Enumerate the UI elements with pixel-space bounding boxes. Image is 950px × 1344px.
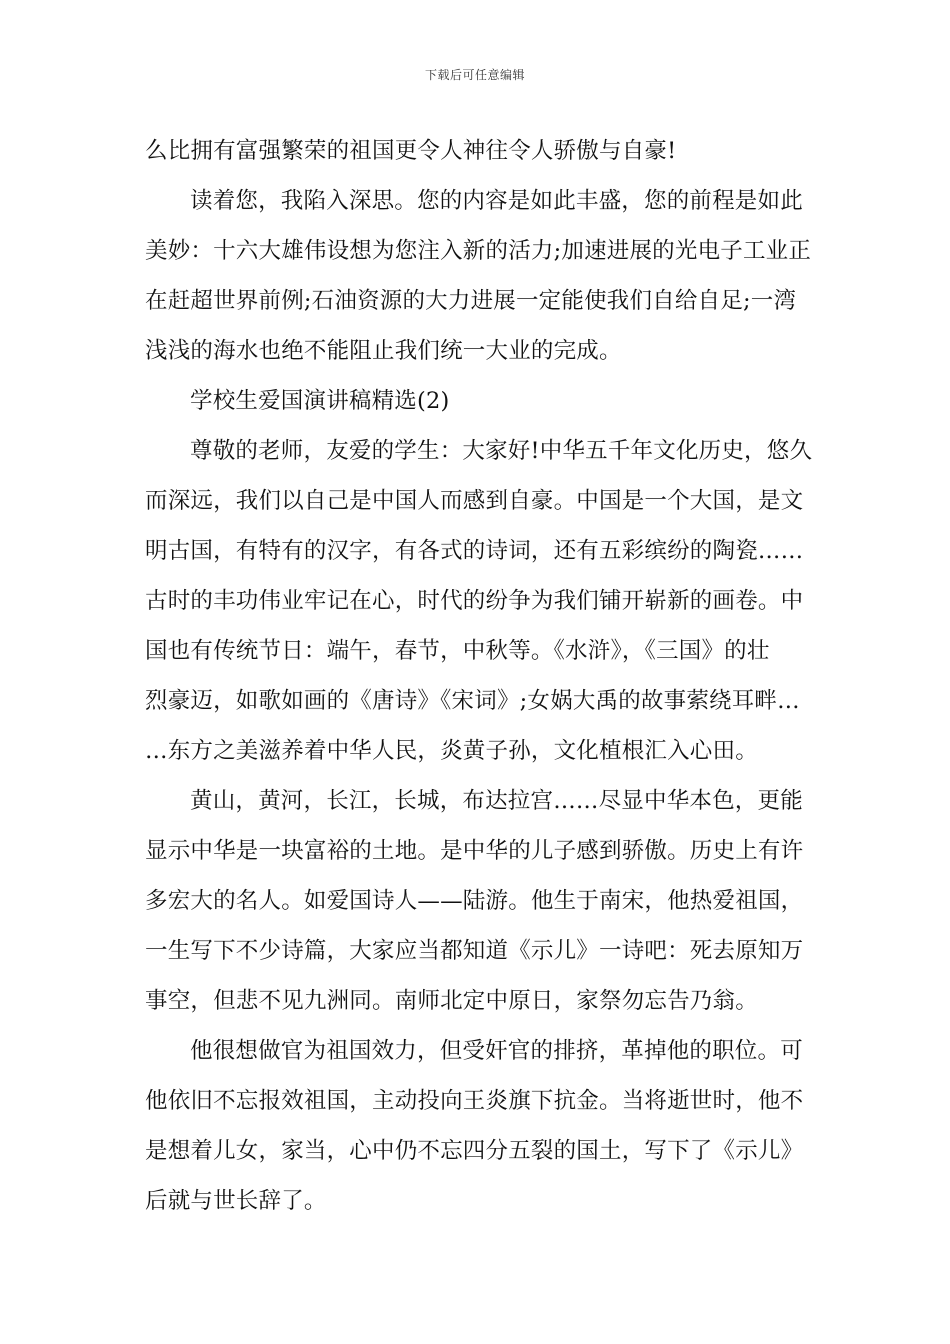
text-line: 古时的丰功伟业牢记在心，时代的纷争为我们铺开崭新的画卷。中 [145, 588, 804, 614]
document-body [145, 126, 813, 1226]
text-line: 美妙：十六大雄伟设想为您注入新的活力;加速进展的光电子工业正 [145, 238, 812, 264]
section-heading [145, 376, 807, 426]
text-line: 烈豪迈，如歌如画的《唐诗》《宋词》;女娲大禹的故事萦绕耳畔… [145, 688, 800, 714]
page-header: 下载后可任意编辑 [424, 68, 525, 82]
text-line: 黄山，黄河，长江，长城，布达拉宫……尽显中华本色，更能 [190, 788, 803, 814]
text-line: 多宏大的名人。如爱国诗人——陆游。他生于南宋，他热爱祖国， [145, 888, 804, 914]
text-line: 而深远，我们以自己是中国人而感到自豪。中国是一个大国，是文 [145, 488, 804, 514]
text-line: 明古国，有特有的汉字，有各式的诗词，还有五彩缤纷的陶瓷…… [145, 538, 804, 564]
text-line: …东方之美滋养着中华人民，炎黄子孙，文化植根汇入心田。 [145, 738, 758, 764]
text-line: 么比拥有富强繁荣的祖国更令人神往令人骄傲与自豪! [145, 138, 677, 164]
paragraph [145, 176, 812, 376]
text-line: 事空，但悲不见九洲同。南师北定中原日，家祭勿忘告乃翁。 [145, 988, 758, 1014]
paragraph [145, 776, 807, 1026]
text-line: 显示中华是一块富裕的土地。是中华的儿子感到骄傲。历史上有许 [145, 838, 804, 864]
text-line: 一生写下不少诗篇，大家应当都知道《示儿》一诗吧：死去原知万 [145, 938, 804, 964]
paragraph [145, 126, 807, 176]
text-line: 后就与世长辞了。 [145, 1188, 327, 1214]
text-line: 国也有传统节日：端午，春节，中秋等。《水浒》，《三国》的壮 [145, 638, 770, 664]
text-line: 尊敬的老师，友爱的学生：大家好!中华五千年文化历史，悠久 [190, 438, 813, 464]
text-line: 学校生爱国演讲稿精选(2) [190, 388, 450, 414]
text-line: 在赶超世界前例;石油资源的大力进展一定能使我们自给自足;一湾 [145, 288, 797, 314]
text-line: 他很想做官为祖国效力，但受奸官的排挤，革掉他的职位。可 [190, 1038, 803, 1064]
text-line: 浅浅的海水也绝不能阻止我们统一大业的完成。 [145, 338, 622, 364]
paragraph [145, 426, 813, 776]
text-line: 读着您，我陷入深思。您的内容是如此丰盛，您的前程是如此 [190, 188, 803, 214]
paragraph [145, 1026, 807, 1226]
text-line: 他依旧不忘报效祖国，主动投向王炎旗下抗金。当将逝世时，他不 [145, 1088, 804, 1114]
text-line: 是想着儿女，家当，心中仍不忘四分五裂的国土，写下了《示儿》 [145, 1138, 804, 1164]
